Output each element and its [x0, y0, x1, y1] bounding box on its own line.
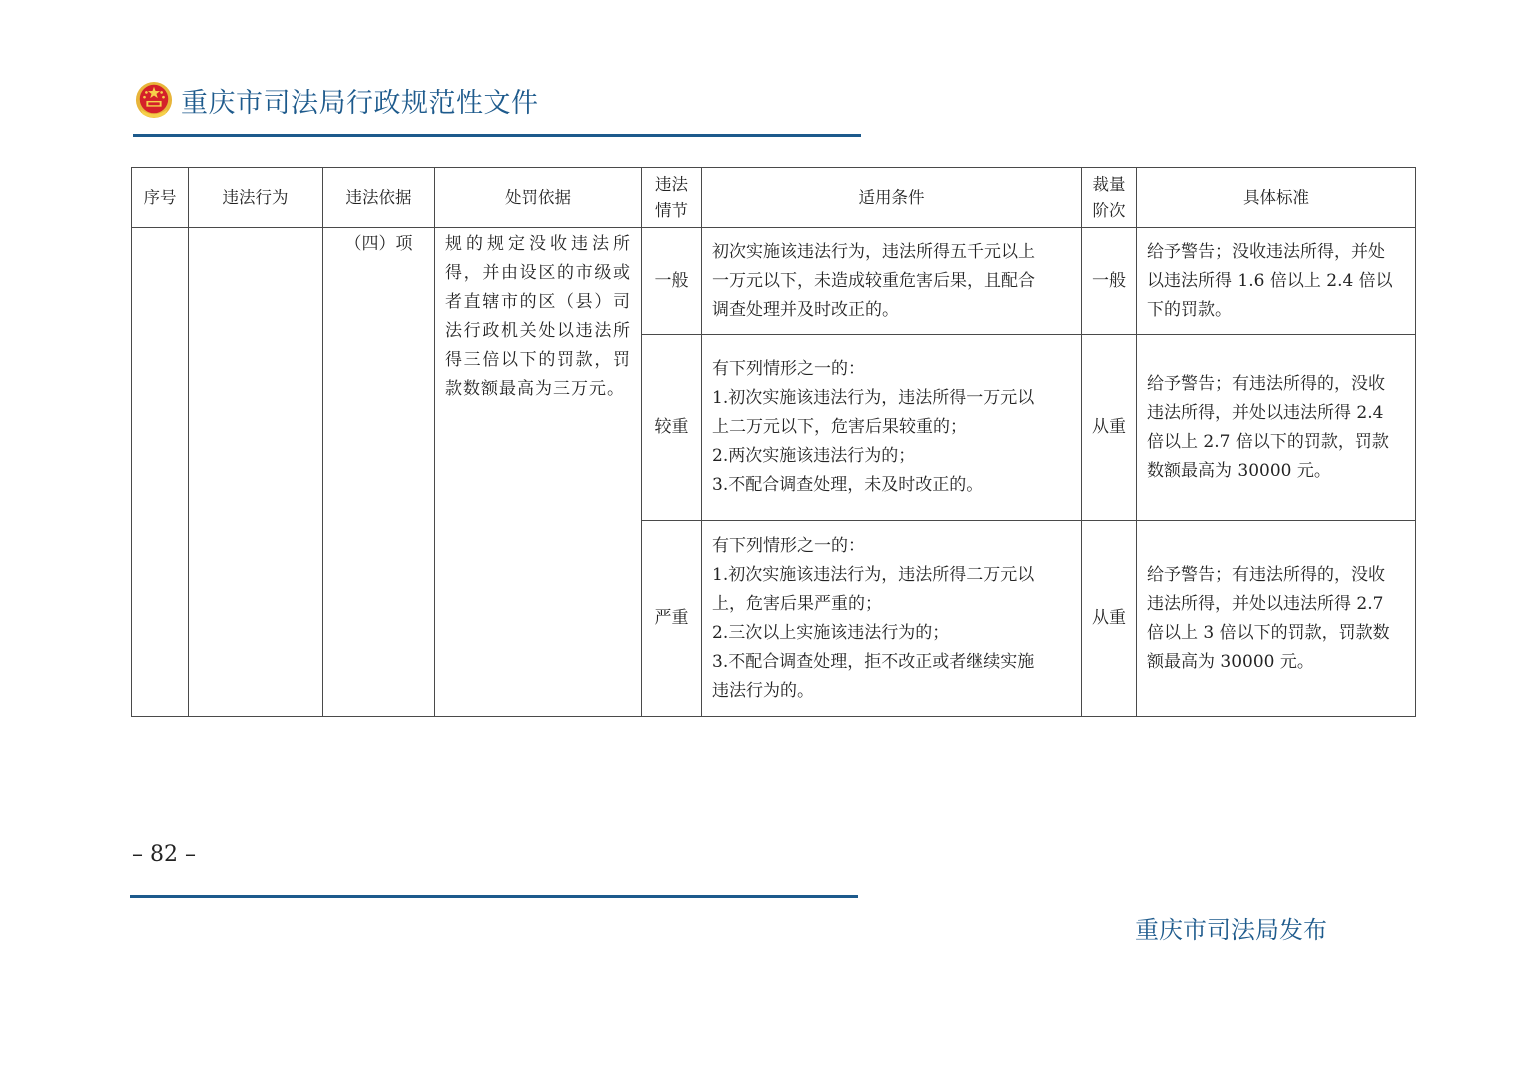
standard-line: 给予警告；有违法所得的，没收 — [1147, 373, 1385, 394]
standard-line: 数额最高为 30000 元。 — [1147, 460, 1331, 481]
condition-line: 初次实施该违法行为，违法所得五千元以上 — [712, 241, 1035, 262]
standard-line: 倍以上 2.7 倍以下的罚款，罚款 — [1147, 431, 1389, 452]
condition-line: 2.两次实施该违法行为的； — [712, 446, 916, 466]
cell-seq — [132, 228, 189, 717]
cell-level: 从重 — [1082, 521, 1137, 717]
footer-divider — [130, 895, 858, 898]
cell-circumstance: 较重 — [642, 335, 702, 521]
cell-circumstance: 一般 — [642, 228, 702, 335]
standard-line: 以违法所得 1.6 倍以上 2.4 倍以 — [1147, 270, 1393, 291]
cell-punish-basis: 规的规定没收违法所得，并由设区的市级或者直辖市的区（县）司法行政机关处以违法所得三倍以下的罚款，罚款数额最高为三万元。 — [435, 228, 642, 717]
document-title: 重庆市司法局行政规范性文件 — [181, 87, 539, 119]
header-circumstance — [642, 168, 702, 228]
cell-standard — [1137, 228, 1416, 335]
standard-line: 下的罚款。 — [1147, 299, 1232, 320]
condition-line: 1.初次实施该违法行为，违法所得二万元以 — [712, 564, 1035, 585]
cell-basis: （四）项 — [323, 228, 435, 717]
header-level-line-1: 裁量 — [1092, 174, 1126, 194]
standard-line: 额最高为 30000 元。 — [1147, 651, 1314, 672]
header-act: 违法行为 — [189, 168, 323, 228]
condition-line: 违法行为的。 — [712, 680, 814, 701]
national-emblem-icon — [135, 81, 173, 119]
condition-line: 3.不配合调查处理，拒不改正或者继续实施 — [712, 651, 1035, 672]
header-standard: 具体标准 — [1137, 168, 1416, 228]
condition-line: 3.不配合调查处理，未及时改正的。 — [712, 475, 984, 495]
condition-line: 调查处理并及时改正的。 — [712, 299, 899, 320]
standard-line: 给予警告；没收违法所得，并处 — [1147, 241, 1385, 262]
header-condition: 适用条件 — [702, 168, 1082, 228]
cell-act — [189, 228, 323, 717]
header-seq: 序号 — [132, 168, 189, 228]
standard-line: 违法所得，并处以违法所得 2.4 — [1147, 402, 1384, 423]
publisher-label: 重庆市司法局发布 — [1135, 916, 1327, 944]
cell-condition — [702, 335, 1082, 521]
cell-level: 一般 — [1082, 228, 1137, 335]
header-basis: 违法依据 — [323, 168, 435, 228]
cell-level: 从重 — [1082, 335, 1137, 521]
header-level — [1082, 168, 1137, 228]
cell-circumstance: 严重 — [642, 521, 702, 717]
cell-standard — [1137, 521, 1416, 717]
condition-line: 有下列情形之一的： — [712, 535, 865, 556]
condition-line: 有下列情形之一的： — [712, 359, 865, 379]
standard-line: 违法所得，并处以违法所得 2.7 — [1147, 593, 1384, 614]
standard-line: 倍以上 3 倍以下的罚款，罚款数 — [1147, 622, 1390, 643]
cell-condition — [702, 228, 1082, 335]
header-level-line-2: 阶次 — [1092, 200, 1126, 220]
header-punish: 处罚依据 — [435, 168, 642, 228]
header-divider — [133, 134, 861, 137]
cell-condition — [702, 521, 1082, 717]
condition-line: 上，危害后果严重的； — [712, 593, 882, 614]
table-header-row — [132, 168, 1416, 228]
cell-standard — [1137, 335, 1416, 521]
standard-line: 给予警告；有违法所得的，没收 — [1147, 564, 1385, 585]
document-header — [135, 78, 539, 122]
header-circumstance-line-2: 情节 — [655, 200, 688, 220]
header-circumstance-line-1: 违法 — [655, 174, 688, 194]
table-row — [132, 228, 1416, 335]
page-number: – 82 – — [132, 842, 196, 867]
condition-line: 1.初次实施该违法行为，违法所得一万元以 — [712, 388, 1035, 408]
condition-line: 2.三次以上实施该违法行为的； — [712, 622, 950, 643]
condition-line: 一万元以下，未造成较重危害后果，且配合 — [712, 270, 1035, 291]
condition-line: 上二万元以下，危害后果较重的； — [712, 417, 967, 437]
penalty-discretion-table — [131, 167, 1416, 717]
